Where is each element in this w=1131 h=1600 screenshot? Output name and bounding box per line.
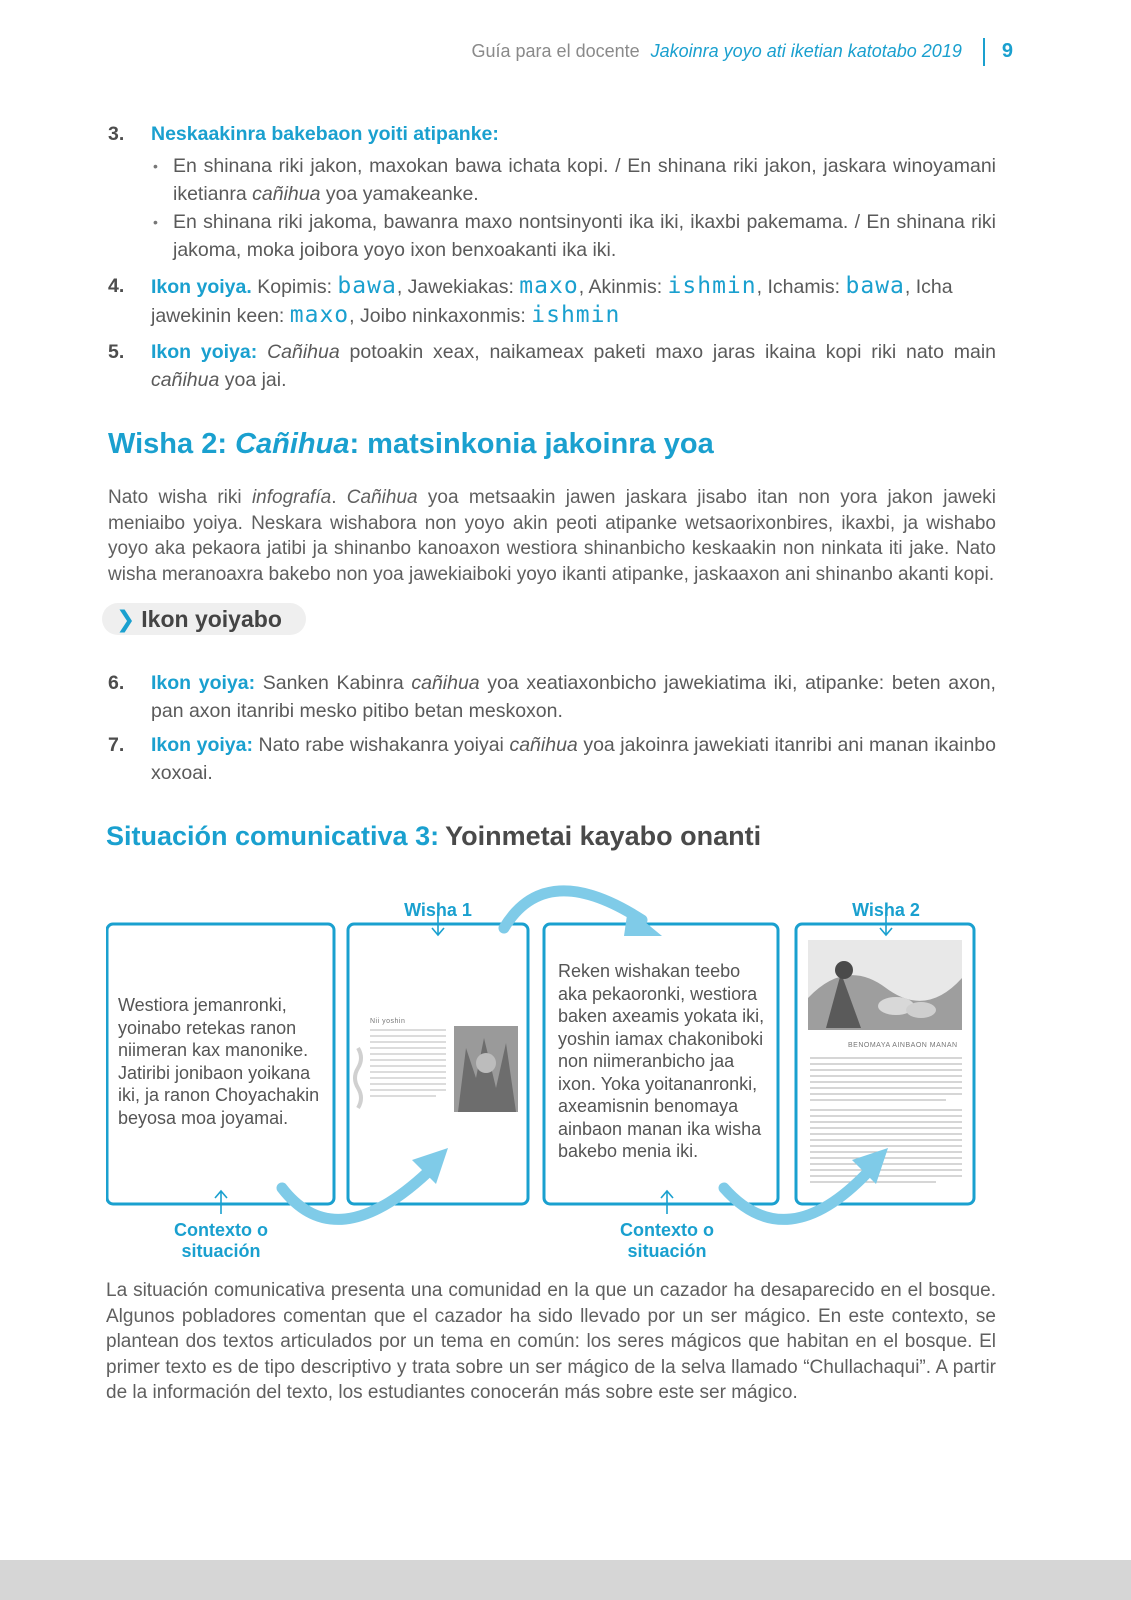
handwritten-answer: maxo (289, 302, 350, 328)
item-number: 7. (108, 734, 125, 756)
section-heading-wisha-2 (108, 428, 996, 461)
item-4 (108, 272, 996, 330)
item-text: yoa jakoinra jawekiati itanribi ani manan ikainbo xoxoai. (151, 734, 996, 784)
running-header (400, 38, 1013, 66)
item-em: cañihua (411, 672, 480, 694)
item-number: 6. (108, 672, 125, 694)
thumbnail-1-title: Nii yoshin (370, 1018, 406, 1025)
item-em: Cañihua (267, 341, 340, 363)
item-text: yoa jai. (224, 369, 287, 391)
heading-part: Yoinmetai kayabo onanti (445, 821, 762, 851)
pill-label: Ikon yoiyabo (141, 606, 282, 632)
page-number: 9 (1001, 40, 1013, 62)
box-1-text: Westiora jemanronki, yoinabo retekas ranon niimeran kax manonike. Jatiribi jonibaon yoikana iki, ja ranon Choyachakin beyosa moa joyamai. (118, 995, 320, 1128)
handwritten-answer: ishmin (667, 273, 757, 299)
page-content (108, 120, 996, 1406)
item-3 (108, 120, 996, 264)
item-lead: Ikon yoiya: (151, 341, 258, 363)
guide-label: Guía para el docente (471, 41, 640, 61)
item-5 (108, 338, 996, 394)
item-lead: Neskaakinra bakebaon yoiti atipanke: (151, 123, 499, 145)
ikon-yoiyabo-wrapper (102, 603, 996, 635)
situacion-diagram (106, 878, 994, 1261)
handwritten-answer: ishmin (531, 302, 621, 328)
item-text: Kopimis: (257, 276, 332, 298)
bullet-item (151, 208, 996, 264)
item-text: , Akinmis: (578, 276, 663, 298)
curved-arrow-icon (504, 891, 642, 928)
bullet-em: cañihua (252, 183, 321, 205)
bullet-text: En shinana riki jakon, maxokan bawa ichata kopi. / En shinana riki jakon, jaskara winoyamani iketianra (173, 155, 996, 205)
item-text: Nato rabe wishakanra yoiyai (258, 734, 504, 756)
closing-paragraph: La situación comunicativa presenta una comunidad en la que un cazador ha desaparecido en el bosque. Algunos pobladores comentan que el cazador ha sido llevado por un ser mágico. En este contexto, se plantean dos textos articulados por un tema en común: los seres mágicos que habitan en el bosque. El primer texto es de tipo descriptivo y trata sobre un ser mágico de la selva llamado “Chullachaqui”. A partir de la información del texto, los estudiantes conocerán más sobre este ser mágico. (106, 1280, 996, 1403)
bullet-list (151, 152, 996, 264)
wisha-2-label: Wisha 2 (852, 900, 920, 920)
context-label-2: Contexto o situación (620, 1220, 714, 1261)
bullet-item (151, 152, 996, 208)
item-text: , Jawekiakas: (396, 276, 514, 298)
para-em: infografía (251, 487, 332, 508)
para-text: yoa metsaakin jawen jaskara jisabo itan non yora jakon jaweki meniaibo yoiya. Neskara wishabora non yoyo akin peoti atipanke wetsaorixonbires, ikaxbi, ja wishabo yoyo aka pekaora jatibi ja shinanbo kanoaxon westiora shinanbicho keskaakin non ninkata iti jake. Nato wisha meranoaxra bakebo non yoa jawekiaiboki yoyo ikanti atipanke, jaskaaxon ani shinanbo akanti kopi. (108, 487, 997, 585)
context-label-1: Contexto o situación (174, 1220, 268, 1261)
heading-em: Cañihua (235, 428, 350, 460)
item-text: , Icha jawekinin keen: (151, 276, 953, 327)
wisha-1-thumbnail (355, 1018, 518, 1118)
footer-band (0, 1560, 1131, 1600)
arrowhead (624, 908, 662, 936)
item-em: cañihua (151, 369, 220, 391)
item-text: yoa xeatiaxonbicho jawekiatima iki, atipanke: beten axon, pan axon itanribi mesko pitibo betan meskoxon. (151, 672, 996, 722)
item-6 (108, 669, 996, 725)
item-lead: Ikon yoiya. (151, 276, 252, 298)
item-number: 3. (108, 123, 125, 145)
book-title: Jakoinra yoyo ati iketian katotabo 2019 (650, 41, 962, 61)
item-text: potoakin xeax, naikameax paketi maxo jaras ikaina kopi riki nato main (349, 341, 996, 363)
ikon-yoiyabo-pill (102, 603, 306, 635)
item-text: , Joibo ninkaxonmis: (349, 305, 526, 327)
wisha-2-thumbnail (808, 940, 962, 1182)
bullet-text: En shinana riki jakoma, bawanra maxo nontsinyonti ika iki, ikaxbi pakemama. / En shinana riki jakoma, moka joibora yoyo ixon benxoakanti ika iki. (173, 211, 996, 261)
heading-part: : matsinkonia jakoinra yoa (349, 428, 714, 460)
header-divider (983, 38, 985, 66)
item-number: 4. (108, 275, 125, 297)
para-em: Cañihua (346, 487, 418, 508)
section-heading-situacion (106, 821, 996, 852)
chevron-right-icon: ❯ (116, 606, 136, 632)
box-3-text: Reken wishakan teebo aka pekaoronki, westiora baken axeamis yokata iki, yoshin iamax chakoniboki non niimeranbicho jaa ixon. Yoka yoitananronki, axeamisnin benomaya ainbaon manan ika wisha bakebo menia iki. (558, 961, 765, 1161)
handwritten-answer: maxo (519, 273, 579, 299)
item-number: 5. (108, 341, 125, 363)
wisha-2-paragraph (108, 485, 996, 587)
item-7 (108, 731, 996, 787)
curved-arrow-icon (282, 1172, 428, 1219)
handwritten-answer: bawa (845, 273, 905, 299)
item-em: cañihua (509, 734, 578, 756)
item-text: Sanken Kabinra (262, 672, 404, 694)
item-text: , Ichamis: (756, 276, 841, 298)
heading-part: Situación comunicativa 3: (106, 821, 440, 851)
wisha-1-label: Wisha 1 (404, 900, 472, 920)
handwritten-answer: bawa (337, 273, 397, 299)
item-lead: Ikon yoiya: (151, 672, 256, 694)
para-text: Nato wisha riki (108, 487, 242, 508)
para-text: . (331, 487, 337, 508)
bullet-text: yoa yamakeanke. (325, 183, 479, 205)
heading-part: Wisha 2: (108, 428, 227, 460)
thumbnail-2-caption: BENOMAYA AINBAON MANAN (848, 1042, 958, 1049)
item-lead: Ikon yoiya: (151, 734, 253, 756)
